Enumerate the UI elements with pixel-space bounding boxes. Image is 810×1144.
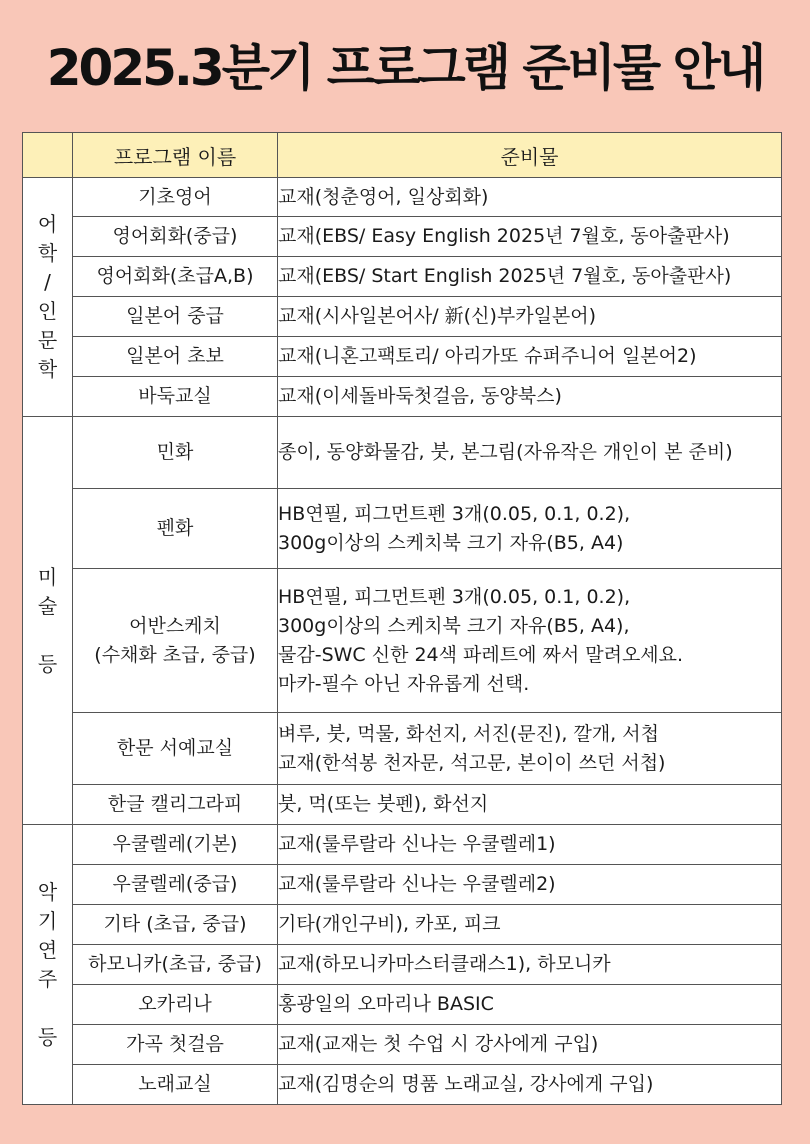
program-name-cell: 한문 서예교실 bbox=[73, 713, 278, 785]
category-cell bbox=[23, 825, 73, 1105]
table-row bbox=[23, 985, 782, 1025]
supplies-cell: 교재(이세돌바둑첫걸음, 동양북스) bbox=[278, 377, 782, 417]
table-row bbox=[23, 337, 782, 377]
supplies-cell: 붓, 먹(또는 붓펜), 화선지 bbox=[278, 785, 782, 825]
program-name-cell: 바둑교실 bbox=[73, 377, 278, 417]
program-name-cell: 영어회화(초급A,B) bbox=[73, 257, 278, 297]
supplies-cell: 교재(하모니카마스터클래스1), 하모니카 bbox=[278, 945, 782, 985]
header-supplies: 준비물 bbox=[278, 133, 782, 178]
supplies-cell: HB연필, 피그먼트펜 3개(0.05, 0.1, 0.2), 300g이상의 스케치북 크기 자유(B5, A4) bbox=[278, 489, 782, 569]
table-row bbox=[23, 1025, 782, 1065]
supplies-cell: 교재(룰루랄라 신나는 우쿨렐레2) bbox=[278, 865, 782, 905]
program-name-cell: 하모니카(초급, 중급) bbox=[73, 945, 278, 985]
table-row bbox=[23, 217, 782, 257]
program-name-cell: 영어회화(중급) bbox=[73, 217, 278, 257]
supplies-cell: 교재(시사일본어사/ 新(신)부카일본어) bbox=[278, 297, 782, 337]
supplies-cell: 교재(니혼고팩토리/ 아리가또 슈퍼주니어 일본어2) bbox=[278, 337, 782, 377]
supplies-cell: 교재(룰루랄라 신나는 우쿨렐레1) bbox=[278, 825, 782, 865]
supplies-cell: 교재(교재는 첫 수업 시 강사에게 구입) bbox=[278, 1025, 782, 1065]
table-row bbox=[23, 905, 782, 945]
table-row bbox=[23, 713, 782, 785]
table-row bbox=[23, 865, 782, 905]
category-cell bbox=[23, 417, 73, 825]
category-cell bbox=[23, 178, 73, 417]
category-label: 미술 등 bbox=[37, 564, 58, 676]
table-row bbox=[23, 377, 782, 417]
table-row bbox=[23, 178, 782, 217]
program-name-cell: 일본어 중급 bbox=[73, 297, 278, 337]
program-name-cell: 민화 bbox=[73, 417, 278, 489]
table-row bbox=[23, 1065, 782, 1105]
table-row bbox=[23, 569, 782, 713]
program-name-cell: 가곡 첫걸음 bbox=[73, 1025, 278, 1065]
table-row bbox=[23, 489, 782, 569]
table-row bbox=[23, 785, 782, 825]
table-row bbox=[23, 945, 782, 985]
supplies-cell: 교재(청춘영어, 일상회화) bbox=[278, 178, 782, 217]
page-title: 2025.3분기 프로그램 준비물 안내 bbox=[46, 39, 764, 97]
supplies-cell: 교재(김명순의 명품 노래교실, 강사에게 구입) bbox=[278, 1065, 782, 1105]
supplies-cell: 기타(개인구비), 카포, 피크 bbox=[278, 905, 782, 945]
table-row bbox=[23, 297, 782, 337]
program-name-cell: 오카리나 bbox=[73, 985, 278, 1025]
program-name-cell: 기타 (초급, 중급) bbox=[73, 905, 278, 945]
supplies-cell: 종이, 동양화물감, 붓, 본그림(자유작은 개인이 본 준비) bbox=[278, 417, 782, 489]
supplies-cell: HB연필, 피그먼트펜 3개(0.05, 0.1, 0.2), 300g이상의 스케치북 크기 자유(B5, A4), 물감-SWC 신한 24색 파레트에 짜서 말려오세요. 마카-필수 아닌 자유롭게 선택. bbox=[278, 569, 782, 713]
program-name-cell: 일본어 초보 bbox=[73, 337, 278, 377]
program-name-cell: 기초영어 bbox=[73, 178, 278, 217]
category-label: 악기연주 등 bbox=[37, 879, 58, 1049]
table-row bbox=[23, 825, 782, 865]
category-label: 어학 / 인문학 bbox=[37, 212, 58, 381]
supplies-table bbox=[22, 132, 782, 1105]
header-program-name: 프로그램 이름 bbox=[73, 133, 278, 178]
table-row bbox=[23, 257, 782, 297]
program-name-cell: 우쿨렐레(기본) bbox=[73, 825, 278, 865]
program-name-cell: 노래교실 bbox=[73, 1065, 278, 1105]
supplies-cell: 교재(EBS/ Easy English 2025년 7월호, 동아출판사) bbox=[278, 217, 782, 257]
table-row bbox=[23, 417, 782, 489]
program-name-cell: 한글 캘리그라피 bbox=[73, 785, 278, 825]
program-name-cell: 펜화 bbox=[73, 489, 278, 569]
header-blank bbox=[23, 133, 73, 178]
supplies-cell: 홍광일의 오마리나 BASIC bbox=[278, 985, 782, 1025]
supplies-cell: 벼루, 붓, 먹물, 화선지, 서진(문진), 깔개, 서첩 교재(한석봉 천자문, 석고문, 본이이 쓰던 서첩) bbox=[278, 713, 782, 785]
program-name-cell: 어반스케치 (수채화 초급, 중급) bbox=[73, 569, 278, 713]
program-name-cell: 우쿨렐레(중급) bbox=[73, 865, 278, 905]
supplies-cell: 교재(EBS/ Start English 2025년 7월호, 동아출판사) bbox=[278, 257, 782, 297]
table-header-row bbox=[23, 133, 782, 178]
